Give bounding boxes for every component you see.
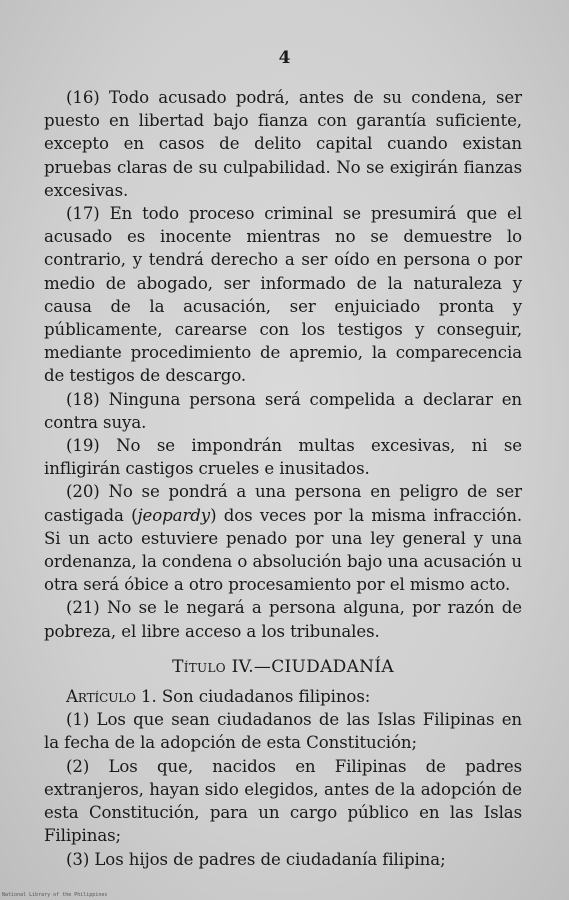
paragraph-17: (17) En todo proceso criminal se presumirá que el acusado es inocente mientras no se demuestre lo contrario, y tendrá derecho a ser oído en persona o por medio de abogado, ser informado de la naturaleza y causa de la acusación, ser enjuiciado pronta y públicamente, carearse con los testigos y conseguir, mediante procedimiento de apremio, la comparecencia de testigos de descargo. — [44, 204, 522, 386]
article-heading — [44, 685, 522, 708]
paragraph-20-italic: jeopardy — [137, 505, 211, 525]
paragraph-16: (16) Todo acusado podrá, antes de su condena, ser puesto en libertad bajo fianza con garantía suficiente, excepto en casos de delito capital cuando existan pruebas claras de su culpabilidad. No se exigirán fianzas excesivas. — [44, 88, 522, 200]
body-text — [44, 86, 522, 871]
title-prefix: Título — [172, 656, 226, 677]
paragraph-18: (18) Ninguna persona será compelida a declarar en contra suya. — [44, 389, 522, 432]
list-item: (3) Los hijos de padres de ciudadanía filipina; — [66, 849, 446, 869]
paragraph-20-start: (20) No se pondrá a una persona en peligro de ser castigada ( — [44, 482, 522, 525]
paragraph-20-end: ) dos veces por la misma infracción. Si un acto estuviere penado por una ley general y una ordenanza, la condena o absolución bajo una acusación u otra será óbice a otro procesamiento por el mismo acto. — [44, 505, 523, 595]
title-rest: IV.—CIUDADANÍA — [225, 656, 394, 677]
list-item: (1) Los que sean ciudadanos de las Islas Filipinas en la fecha de la adopción de esta Constitución; — [44, 710, 522, 753]
footer-credit: National Library of the Philippines — [2, 892, 108, 898]
paragraph-19: (19) No se impondrán multas excesivas, ni se infligirán castigos crueles e inusitados. — [44, 436, 522, 479]
article-text: 1. Son ciudadanos filipinos: — [135, 687, 371, 707]
paragraph-21: (21) No se le negará a persona alguna, por razón de pobreza, el libre acceso a los tribunales. — [44, 598, 522, 641]
list-item: (2) Los que, nacidos en Filipinas de padres extranjeros, hayan sido elegidos, antes de la adopción de esta Constitución, para un cargo público en las Islas Filipinas; — [44, 756, 522, 846]
paragraph-20 — [44, 480, 522, 596]
page-number: 4 — [278, 48, 291, 68]
section-title — [44, 656, 522, 679]
article-label: Artículo — [66, 687, 136, 707]
